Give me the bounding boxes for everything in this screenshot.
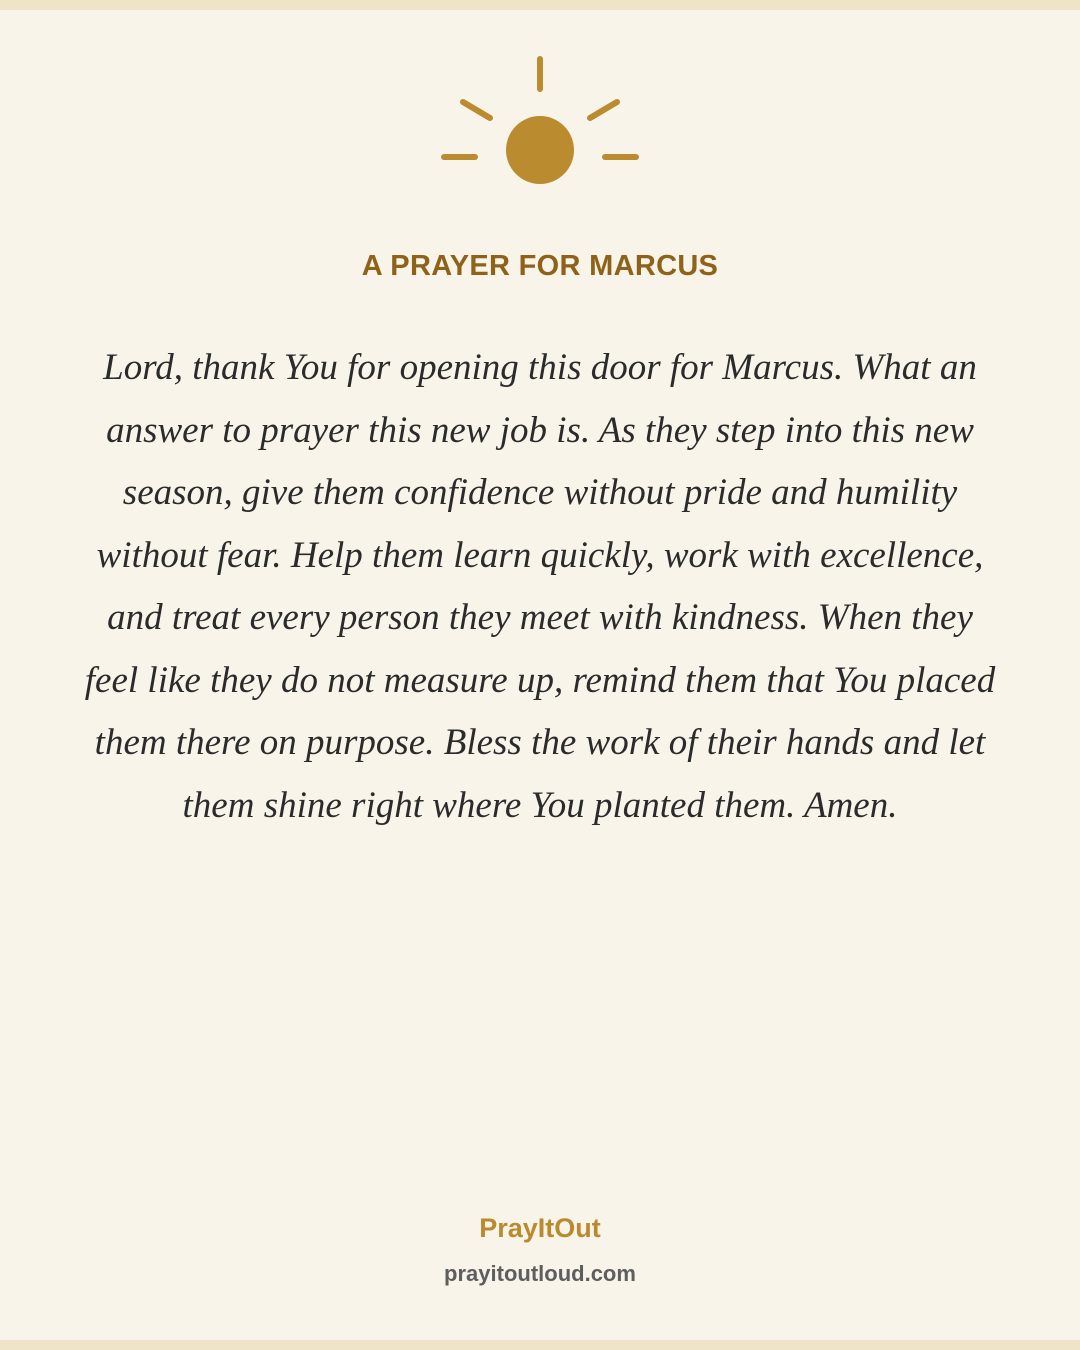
sun-disc: [506, 116, 574, 184]
bottom-border: [0, 1340, 1080, 1350]
brand-name: PrayItOut: [479, 1213, 601, 1243]
sun-ray-upper-right: [590, 102, 617, 118]
sun-icon: [440, 55, 640, 185]
prayer-title: A PRAYER FOR MARCUS: [361, 250, 719, 282]
prayer-text: Lord, thank You for opening this door for Marcus. What an answer to prayer this new job is. As they step into this new season, give them confidence without pride and humility without fear. Help them learn quickly, work with excellence, and treat every person they meet with kindness. When they feel like they do not measure up, remind them that You placed them there on purpose. Bless the work of their hands and let them shine right where You planted them. Amen.: [84, 347, 996, 826]
website-url[interactable]: prayitoutloud.com: [444, 1261, 636, 1286]
top-border: [0, 0, 1080, 10]
sun-ray-upper-left: [463, 102, 490, 118]
